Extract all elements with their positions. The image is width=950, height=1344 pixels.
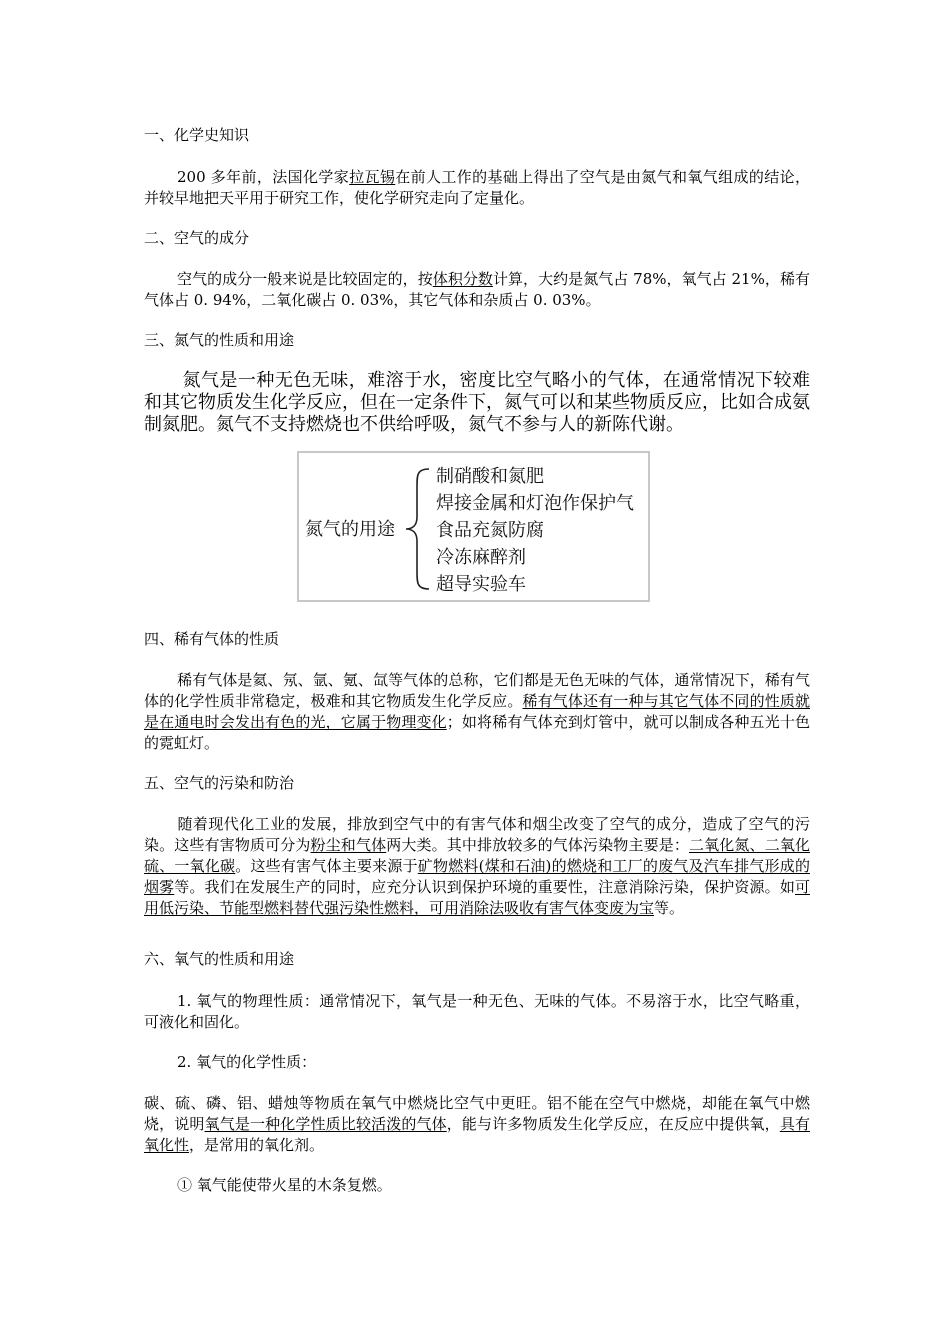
text-run: 等。 xyxy=(654,899,685,917)
curly-brace-icon xyxy=(403,467,433,591)
section-heading-nitrogen: 三、氮气的性质和用途 xyxy=(144,331,295,349)
text-run: 200 多年前，法国化学家 xyxy=(177,168,350,186)
nitrogen-use-item: 食品充氮防腐 xyxy=(436,520,544,541)
nitrogen-use-item: 超导实验车 xyxy=(436,574,526,595)
text-run: 2. 氧气的化学性质： xyxy=(177,1053,317,1071)
text-run: 稀有气体是氦、氖、氩、氪、氙等气体的总称，它们都是无色无味的气体，通常情况下，稀有气体的化学性质非常稳定，极难和其它物质发生化学反应。 xyxy=(144,671,810,710)
paragraph-history xyxy=(144,167,810,209)
nitrogen-uses-list xyxy=(436,463,634,598)
text-run: ，是常用的氧化剂。 xyxy=(189,1136,325,1154)
text-run: 。这些有害气体主要来源于 xyxy=(235,857,418,875)
nitrogen-uses-figure xyxy=(297,451,650,602)
nitrogen-uses-label: 氮气的用途 xyxy=(305,519,395,540)
underlined-term: 粉尘和气体 xyxy=(310,836,387,854)
text-run: 氮气是一种无色无味，难溶于水，密度比空气略小的气体，在通常情况下较难和其它物质发生化学反应，但在一定条件下，氮气可以和某些物质反应，比如合成氨制氮肥。氮气不支持燃烧也不供给呼吸，氮气不参与人的新陈代谢。 xyxy=(144,370,810,435)
paragraph-oxygen-item-1 xyxy=(144,1175,810,1196)
underlined-term: 二氧化氮、二氧化硫、一氧化碳 xyxy=(144,836,810,875)
paragraph-oxygen-physical xyxy=(144,991,810,1033)
text-run: 在前人工作的基础上得出了空气是由氮气和氧气组成的结论，并较早地把天平用于研究工作，使化学研究走向了定量化。 xyxy=(144,168,810,207)
paragraph-oxygen-chemical xyxy=(144,1093,810,1156)
underlined-term: 拉瓦锡 xyxy=(349,168,396,186)
text-run: ① 氧气能使带火星的木条复燃。 xyxy=(177,1176,392,1194)
text-run: 计算，大约是氮气占 78%，氧气占 21%，稀有气体占 0. 94%，二氧化碳占 0. 03%，其它气体和杂质占 0. 03%。 xyxy=(144,270,810,309)
text-run: 等。我们在发展生产的同时，应充分认识到保护环境的重要性，注意消除污染，保护资源。如 xyxy=(174,878,795,896)
section-heading-oxygen: 六、氧气的性质和用途 xyxy=(144,950,295,968)
text-run: 碳、硫、磷、铝、蜡烛等物质在氧气中燃烧比空气中更旺。铝不能在空气中燃烧，却能在氧气中燃烧，说明 xyxy=(144,1094,810,1133)
paragraph-pollution xyxy=(144,814,810,919)
paragraph-nitrogen xyxy=(144,370,810,436)
nitrogen-use-item: 焊接金属和灯泡作保护气 xyxy=(436,493,634,514)
paragraph-noble-gases xyxy=(144,670,810,754)
text-run: 空气的成分一般来说是比较固定的，按 xyxy=(177,270,433,288)
section-heading-air-composition: 二、空气的成分 xyxy=(144,229,250,247)
text-run: 随着现代化工业的发展，排放到空气中的有害气体和烟尘改变了空气的成分，造成了空气的污染。这些有害物质可分为 xyxy=(144,815,810,854)
underlined-term: 具有氧化性 xyxy=(144,1115,810,1154)
underlined-term: 稀有气体还有一种与其它气体不同的性质就是在通电时会发出有色的光，它属于物理变化 xyxy=(144,692,810,731)
text-run: ；如将稀有气体充到灯管中，就可以制成各种五光十色的霓虹灯。 xyxy=(144,713,810,752)
nitrogen-use-item: 冷冻麻醉剂 xyxy=(436,547,526,568)
paragraph-air-composition xyxy=(144,269,810,311)
underlined-term: 氧气是一种化学性质比较活泼的气体 xyxy=(204,1115,447,1133)
section-heading-pollution: 五、空气的污染和防治 xyxy=(144,774,295,792)
underlined-term: 矿物燃料(煤和石油)的燃烧和工厂的废气及汽车排气形成的烟雾 xyxy=(144,857,810,896)
text-run: 两大类。其中排放较多的气体污染物主要是： xyxy=(386,836,689,854)
section-heading-history: 一、化学史知识 xyxy=(144,126,250,144)
nitrogen-use-item: 制硝酸和氮肥 xyxy=(436,466,544,487)
text-run: ，能与许多物质发生化学反应，在反应中提供氧， xyxy=(446,1115,780,1133)
section-heading-noble-gases: 四、稀有气体的性质 xyxy=(144,630,280,648)
underlined-term: 可用低污染、节能型燃料替代强污染性燃料，可用消除法吸收有害气体变废为宝 xyxy=(144,878,810,917)
text-run: 1. 氧气的物理性质：通常情况下，氧气是一种无色、无味的气体。不易溶于水，比空气略重，可液化和固化。 xyxy=(144,992,810,1031)
paragraph-oxygen-chemical-heading xyxy=(144,1052,810,1073)
underlined-term: 体积分数 xyxy=(432,270,493,288)
